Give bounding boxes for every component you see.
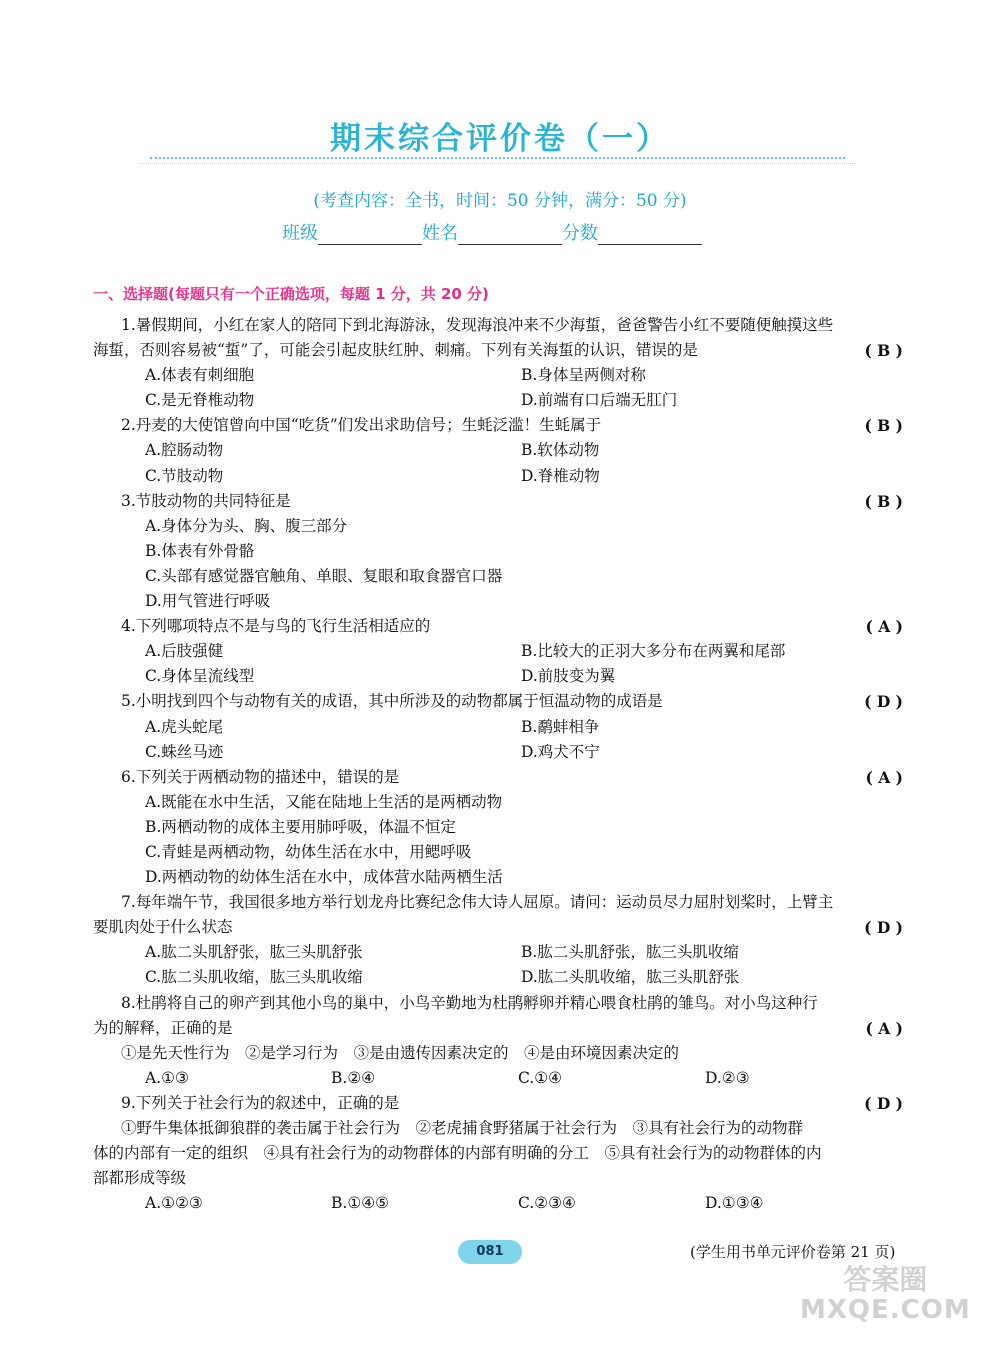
option-c[interactable]: C.蛛丝马迹 — [145, 742, 224, 761]
question-stem-line — [93, 489, 903, 514]
question-stem-text: 3.节肢动物的共同特征是 — [121, 491, 291, 510]
options-row — [93, 865, 903, 890]
options-row — [93, 589, 903, 614]
option-d[interactable]: D.用气管进行呼吸 — [145, 592, 271, 611]
question-stem-text: 1.暑假期间，小红在家人的陪同下到北海游泳，发现海浪冲来不少海蜇，爸爸警告小红不要随便触摸这些 — [121, 316, 834, 334]
class-label: 班级 — [282, 223, 318, 244]
option-d[interactable]: D.脊椎动物 — [521, 466, 600, 485]
question-stem-line — [93, 614, 903, 639]
question-stem-line — [93, 413, 903, 438]
question-stem-text: 海蜇，否则容易被“蜇”了，可能会引起皮肤红肿、刺痛。下列有关海蜇的认识，错误的是 — [93, 341, 698, 360]
statement-line — [93, 1041, 903, 1066]
options-row — [93, 840, 903, 865]
option-d[interactable]: D.肱二头肌收缩，肱三头肌舒张 — [521, 968, 740, 987]
question-stem-line — [93, 1016, 903, 1041]
answer-mark: ( A ) — [865, 617, 903, 637]
question-stem-text: 5.小明找到四个与动物有关的成语，其中所涉及的动物都属于恒温动物的成语是 — [121, 692, 663, 711]
options-row — [93, 1191, 903, 1216]
question-list — [93, 313, 903, 1216]
question-stem-line — [93, 991, 903, 1016]
statement-text: ①野牛集体抵御狼群的袭击属于社会行为 ②老虎捕食野猪属于社会行为 ③具有社会行为的动物群 — [121, 1119, 804, 1137]
question-stem-text: 8.杜鹃将自己的卵产到其他小鸟的巢中，小鸟辛勤地为杜鹃孵卵并精心喂食杜鹃的雏鸟。对小鸟这种行 — [121, 993, 818, 1012]
answer-mark: ( A ) — [865, 767, 903, 787]
answer-mark: ( D ) — [864, 1093, 903, 1113]
statement-text: 体的内部有一定的组织 ④具有社会行为的动物群体的内部有明确的分工 ⑤具有社会行为的动物群体的内 — [93, 1144, 822, 1163]
option-b[interactable]: B.软体动物 — [521, 441, 600, 460]
student-info — [282, 219, 702, 245]
question-stem-text: 4.下列哪项特点不是与鸟的飞行生活相适应的 — [121, 617, 431, 636]
options-row — [93, 815, 903, 840]
options-row — [93, 564, 903, 589]
answer-mark: ( D ) — [864, 918, 903, 938]
answer-mark: ( D ) — [864, 692, 903, 712]
question-stem-line — [93, 765, 903, 790]
options-row — [93, 514, 903, 539]
options-row — [93, 715, 903, 740]
option-a[interactable]: A.身体分为头、胸、腹三部分 — [145, 516, 348, 535]
answer-mark: ( B ) — [864, 341, 903, 361]
option-d[interactable]: D.两栖动物的幼体生活在水中，成体营水陆两栖生活 — [145, 868, 503, 887]
name-label: 姓名 — [422, 223, 458, 244]
option-b[interactable]: B.体表有外骨骼 — [145, 541, 255, 560]
score-label: 分数 — [562, 223, 598, 244]
option-c[interactable]: C.头部有感觉器官触角、单眼、复眼和取食器官口器 — [145, 566, 503, 585]
option-a[interactable]: A.①②③ — [145, 1194, 203, 1213]
section-heading: 一、选择题(每题只有一个正确选项，每题 1 分，共 20 分) — [93, 285, 489, 303]
answer-mark: ( B ) — [864, 491, 903, 511]
option-a[interactable]: A.虎头蛇尾 — [145, 717, 224, 736]
option-d[interactable]: D.鸡犬不宁 — [521, 742, 600, 761]
options-row — [93, 740, 903, 765]
question-stem-line — [93, 915, 903, 940]
answer-mark: ( B ) — [864, 416, 903, 436]
option-c[interactable]: C.②③④ — [518, 1194, 576, 1213]
option-b[interactable]: B.②④ — [331, 1068, 376, 1087]
option-a[interactable]: A.后肢强健 — [145, 642, 224, 661]
watermark-text: 答案圈 — [843, 1263, 928, 1296]
question-stem-text: 6.下列关于两栖动物的描述中，错误的是 — [121, 767, 400, 786]
option-b[interactable]: B.两栖动物的成体主要用肺呼吸，体温不恒定 — [145, 817, 456, 836]
page-title: 期末综合评价卷（一） — [330, 121, 670, 157]
option-a[interactable]: A.①③ — [145, 1068, 189, 1087]
question-stem-text: 要肌肉处于什么状态 — [93, 918, 233, 937]
score-field[interactable] — [598, 224, 702, 245]
option-d[interactable]: D.①③④ — [705, 1194, 764, 1213]
question-stem-text: 为的解释，正确的是 — [93, 1018, 233, 1037]
statement-line — [93, 1116, 903, 1141]
option-d[interactable]: D.前肢变为翼 — [521, 667, 616, 686]
option-a[interactable]: A.腔肠动物 — [145, 441, 224, 460]
option-c[interactable]: C.是无脊椎动物 — [145, 391, 255, 410]
statement-line — [93, 1141, 903, 1166]
options-row — [93, 639, 903, 664]
name-field[interactable] — [458, 224, 562, 245]
option-c[interactable]: C.肱二头肌收缩，肱三头肌收缩 — [145, 968, 363, 987]
statement-line — [93, 1166, 903, 1191]
question-stem-text: 7.每年端午节，我国很多地方举行划龙舟比赛纪念伟大诗人屈原。请问：运动员尽力屈肘划桨时，上臂主 — [121, 893, 834, 912]
option-a[interactable]: A.肱二头肌舒张，肱三头肌舒张 — [145, 943, 363, 962]
class-field[interactable] — [318, 224, 422, 245]
option-c[interactable]: C.节肢动物 — [145, 466, 224, 485]
title-divider-secondary — [140, 163, 855, 164]
option-c[interactable]: C.身体呈流线型 — [145, 667, 255, 686]
page-reference: (学生用书单元评价卷第 21 页) — [690, 1243, 896, 1261]
option-b[interactable]: B.比较大的正羽大多分布在两翼和尾部 — [521, 642, 786, 661]
question-stem-line — [93, 689, 903, 714]
question-stem-line — [93, 313, 903, 338]
option-c[interactable]: C.青蛙是两栖动物，幼体生活在水中，用鳃呼吸 — [145, 842, 472, 861]
watermark-url: MXQE.COM — [800, 1295, 971, 1325]
exam-meta: (考查内容：全书，时间：50 分钟，满分：50 分) — [313, 191, 687, 211]
options-row — [93, 790, 903, 815]
options-row — [93, 438, 903, 463]
option-a[interactable]: A.既能在水中生活，又能在陆地上生活的是两栖动物 — [145, 792, 503, 811]
option-b[interactable]: B.①④⑤ — [331, 1194, 390, 1213]
question-stem-line — [93, 1091, 903, 1116]
options-row — [93, 388, 903, 413]
options-row — [93, 1066, 903, 1091]
option-d[interactable]: D.前端有口后端无肛门 — [521, 391, 678, 410]
answer-mark: ( A ) — [865, 1018, 903, 1038]
options-row — [93, 664, 903, 689]
option-d[interactable]: D.②③ — [705, 1068, 750, 1087]
option-a[interactable]: A.体表有刺细胞 — [145, 366, 255, 385]
options-row — [93, 464, 903, 489]
watermark-logo — [800, 1265, 971, 1325]
option-b[interactable]: B.肱二头肌舒张，肱三头肌收缩 — [521, 943, 739, 962]
statement-text: 部都形成等级 — [93, 1169, 187, 1188]
question-stem-line — [93, 338, 903, 363]
options-row — [93, 363, 903, 388]
page-number: 081 — [458, 1240, 522, 1264]
option-b[interactable]: B.鹬蚌相争 — [521, 717, 600, 736]
statement-text: ①是先天性行为 ②是学习行为 ③是由遗传因素决定的 ④是由环境因素决定的 — [121, 1043, 680, 1062]
question-stem-text: 9.下列关于社会行为的叙述中，正确的是 — [121, 1093, 400, 1112]
options-row — [93, 539, 903, 564]
options-row — [93, 940, 903, 965]
question-stem-line — [93, 890, 903, 915]
options-row — [93, 965, 903, 990]
option-b[interactable]: B.身体呈两侧对称 — [521, 366, 646, 385]
title-divider — [150, 157, 845, 159]
option-c[interactable]: C.①④ — [518, 1068, 563, 1087]
question-stem-text: 2.丹麦的大使馆曾向中国“吃货”们发出求助信号；生蚝泛滥！生蚝属于 — [121, 416, 602, 435]
